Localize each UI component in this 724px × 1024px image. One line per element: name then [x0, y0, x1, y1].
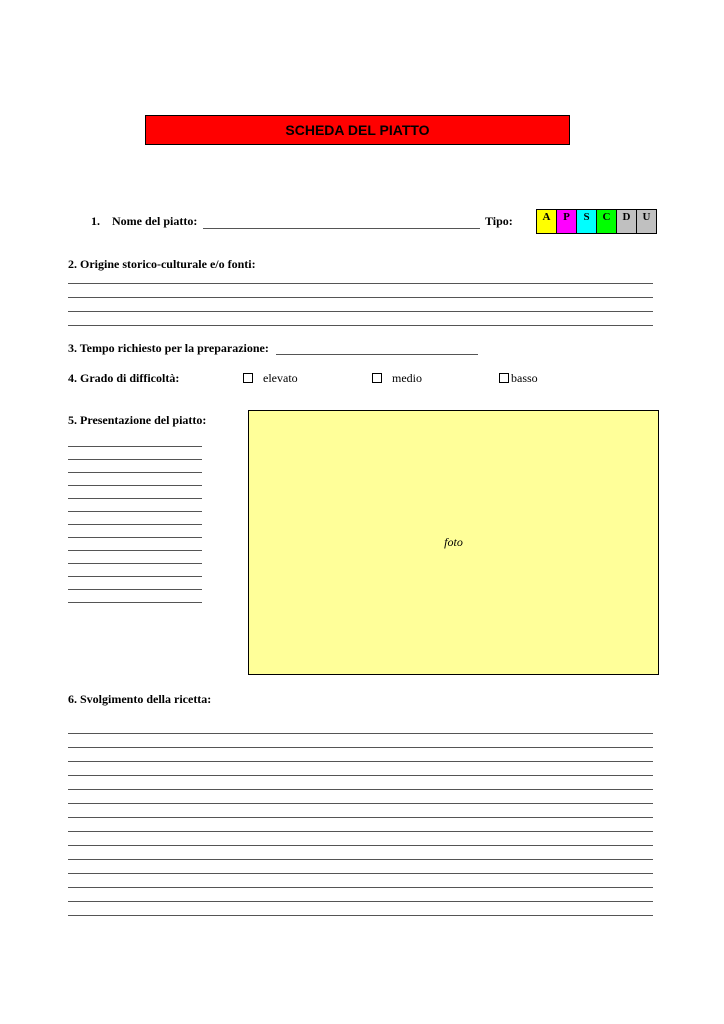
presentation-line[interactable]	[68, 485, 202, 486]
tipo-cell-a[interactable]: A	[537, 210, 557, 234]
tipo-cell-p[interactable]: P	[557, 210, 577, 234]
option-label: elevato	[263, 371, 298, 385]
checkbox-icon[interactable]	[243, 373, 253, 383]
checkbox-icon[interactable]	[372, 373, 382, 383]
recipe-line[interactable]	[68, 859, 653, 860]
option-label: medio	[392, 371, 422, 385]
photo-placeholder[interactable]	[248, 410, 659, 675]
presentation-line[interactable]	[68, 589, 202, 590]
presentation-line[interactable]	[68, 446, 202, 447]
presentation-line[interactable]	[68, 472, 202, 473]
recipe-line[interactable]	[68, 817, 653, 818]
recipe-line[interactable]	[68, 775, 653, 776]
recipe-line[interactable]	[68, 845, 653, 846]
recipe-line[interactable]	[68, 887, 653, 888]
recipe-steps-label: 6. Svolgimento della ricetta:	[68, 692, 212, 706]
section-1-number: 1.	[91, 214, 100, 228]
recipe-line[interactable]	[68, 831, 653, 832]
presentation-line[interactable]	[68, 524, 202, 525]
recipe-line[interactable]	[68, 733, 653, 734]
recipe-line[interactable]	[68, 803, 653, 804]
origin-line[interactable]	[68, 311, 653, 312]
origin-line[interactable]	[68, 297, 653, 298]
tipo-cell-d[interactable]: D	[617, 210, 637, 234]
difficulty-option-basso[interactable]	[499, 371, 538, 386]
presentation-line[interactable]	[68, 511, 202, 512]
recipe-line[interactable]	[68, 789, 653, 790]
tipo-cell-s[interactable]: S	[577, 210, 597, 234]
dish-name-label: Nome del piatto:	[112, 214, 198, 228]
tipo-label: Tipo:	[485, 214, 513, 228]
title-banner	[145, 115, 570, 145]
checkbox-icon[interactable]	[499, 373, 509, 383]
presentation-line[interactable]	[68, 498, 202, 499]
recipe-line[interactable]	[68, 915, 653, 916]
recipe-line[interactable]	[68, 873, 653, 874]
dish-name-field[interactable]	[203, 228, 480, 229]
difficulty-option-elevato[interactable]	[243, 371, 298, 386]
origin-label: 2. Origine storico-culturale e/o fonti:	[68, 257, 256, 271]
recipe-line[interactable]	[68, 901, 653, 902]
difficulty-option-medio[interactable]	[372, 371, 422, 386]
presentation-line[interactable]	[68, 576, 202, 577]
tipo-cell-c[interactable]: C	[597, 210, 617, 234]
presentation-line[interactable]	[68, 459, 202, 460]
presentation-line[interactable]	[68, 537, 202, 538]
difficulty-label: 4. Grado di difficoltà:	[68, 371, 180, 385]
page-title: SCHEDA DEL PIATTO	[285, 122, 430, 138]
presentation-line[interactable]	[68, 550, 202, 551]
presentation-line[interactable]	[68, 563, 202, 564]
tipo-table	[536, 209, 657, 234]
photo-label: foto	[444, 535, 463, 549]
origin-line[interactable]	[68, 283, 653, 284]
tipo-cell-u[interactable]: U	[637, 210, 657, 234]
recipe-line[interactable]	[68, 761, 653, 762]
presentation-label: 5. Presentazione del piatto:	[68, 413, 207, 427]
origin-line[interactable]	[68, 325, 653, 326]
prep-time-field[interactable]	[276, 354, 478, 355]
presentation-line[interactable]	[68, 602, 202, 603]
prep-time-label: 3. Tempo richiesto per la preparazione:	[68, 341, 269, 355]
option-label: basso	[511, 371, 538, 385]
recipe-line[interactable]	[68, 747, 653, 748]
